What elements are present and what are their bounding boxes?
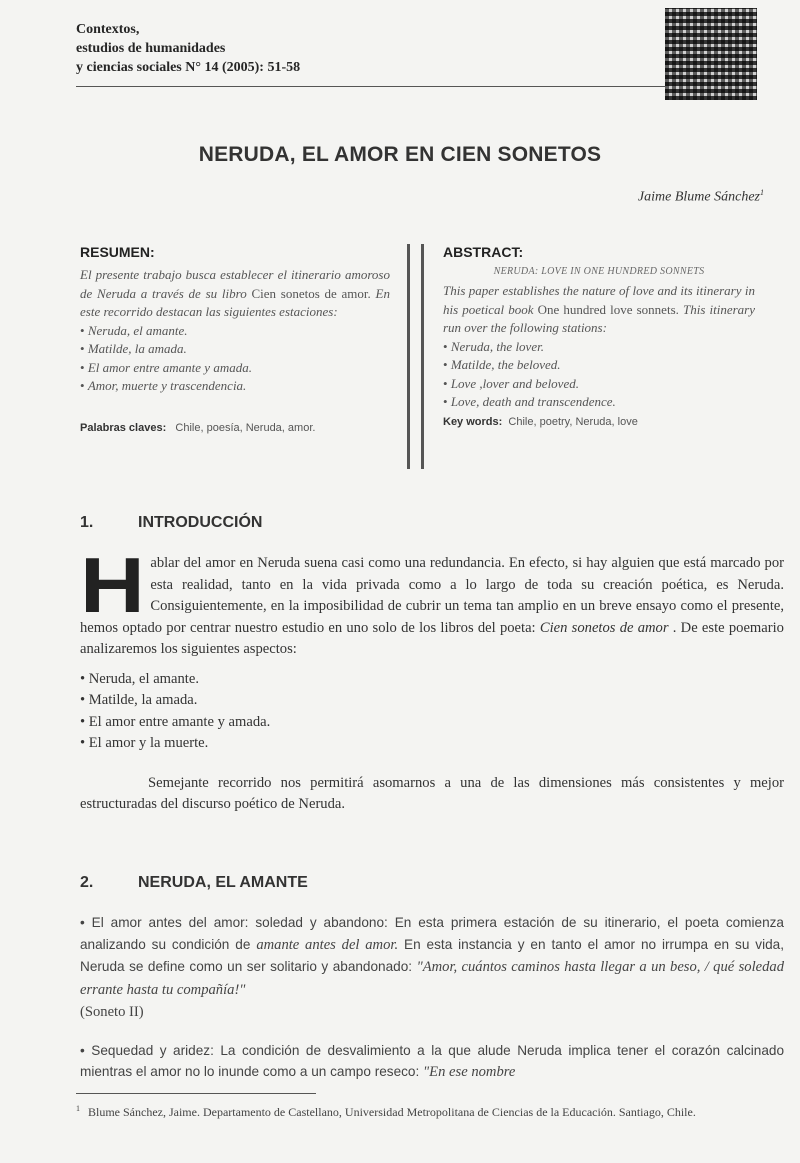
- footnote-mark: 1: [76, 1104, 80, 1113]
- section-2-heading: [80, 874, 308, 892]
- abstract-subtitle: NERUDA: LOVE IN ONE HUNDRED SONNETS: [493, 266, 705, 277]
- resumen-list-item: • Matilde, la amada.: [80, 340, 390, 359]
- sonnet-citation: (Soneto II): [80, 1004, 144, 1020]
- emphasis: amante antes del amor.: [256, 936, 399, 953]
- column-divider-left: [407, 244, 410, 469]
- footnote-rule: [76, 1093, 316, 1094]
- section-1-heading: [80, 514, 262, 532]
- section-number: 1.: [80, 514, 94, 531]
- author-name: Jaime Blume Sánchez: [637, 189, 760, 205]
- intro-text: ablar del amor en Neruda suena casi como una redundancia. En efecto, si hay alguien que está marcado por esta realidad, tanto en la vida privada como a lo largo de toda su creación poética, es Neruda. Consiguientemente, en la imposibilidad de cubrir un tema tan amplio en un breve ensayo como el presente, hemos optado por centrar nuestro estudio en uno solo de los libros del poeta:: [80, 555, 784, 636]
- journal-subtitle: estudios de humanidades: [76, 41, 226, 56]
- intro-paragraph: [80, 541, 784, 661]
- section-title: INTRODUCCIÓN: [138, 514, 263, 531]
- aspects-list-item: • El amor entre amante y amada.: [80, 712, 784, 734]
- resumen-list-item: • Amor, muerte y trascendencia.: [80, 377, 390, 396]
- abstract-list-item: • Neruda, the lover.: [443, 338, 755, 357]
- section-1-body: [80, 541, 784, 816]
- abstract-list-item: • Love, death and transcendence.: [443, 393, 755, 412]
- aspects-list: [80, 669, 784, 755]
- abstract-text-part: This itinerary run over the following stations:: [443, 301, 755, 335]
- drop-cap: H: [80, 541, 145, 629]
- aspects-list-item: • El amor y la muerte.: [80, 733, 784, 755]
- abstract-book-title: One hundred love sonnets.: [537, 301, 679, 317]
- resumen-keywords: [80, 422, 390, 434]
- paragraph-text: • El amor antes del amor: soledad y abandono: En esta primera estación de su itinerario, el poeta comienza analizando su condición de: [80, 915, 784, 952]
- journal-header: [76, 20, 300, 77]
- column-divider-right: [421, 244, 424, 469]
- abstract-column: [443, 244, 755, 428]
- paragraph-text: • Sequedad y aridez: La condición de desvalimiento a la que alude Neruda implica tener el corazón calcinado mientras el amor no lo inunde como a un campo reseco:: [80, 1042, 784, 1079]
- keywords-value: Chile, poesía, Neruda, amor.: [175, 421, 316, 434]
- abstract-list-item: • Love ,lover and beloved.: [443, 375, 755, 394]
- qr-code-pattern: [665, 8, 757, 100]
- resumen-book-title: Cien sonetos de amor.: [251, 285, 371, 301]
- keywords-value: Chile, poetry, Neruda, love: [508, 415, 638, 428]
- book-title: Cien sonetos de amor: [539, 619, 669, 636]
- abstract-text: [443, 282, 755, 338]
- journal-issue: y ciencias sociales N° 14 (2005): 51-58: [76, 60, 301, 75]
- abstract-keywords: [443, 416, 755, 428]
- paragraph-soledad: [80, 912, 784, 1024]
- paragraph-text: En esta instancia y en tanto el amor no irrumpa en su vida, Neruda se define como un ser solitario y abandonado:: [80, 936, 784, 974]
- resumen-list-item: • El amor entre amante y amada.: [80, 359, 390, 378]
- article-author: [638, 188, 764, 206]
- author-footnote-mark: 1: [760, 188, 764, 197]
- keywords-label: Key words:: [443, 415, 503, 428]
- resumen-heading: RESUMEN:: [80, 244, 155, 260]
- section-title: NERUDA, EL AMANTE: [138, 874, 308, 891]
- resumen-text: [80, 266, 390, 322]
- abstract-heading: ABSTRACT:: [443, 244, 524, 260]
- abstract-text-part: This paper establishes the nature of love and its itinerary in his poetical book: [443, 283, 755, 317]
- resumen-text-part: El presente trabajo busca establecer el itinerario amoroso de Neruda a través de su libro: [80, 267, 390, 301]
- sonnet-quote: "Amor, cuántos caminos hasta llegar a un beso, / qué soledad errante hasta tu compañía!": [80, 959, 784, 998]
- resumen-column: [80, 244, 390, 434]
- resumen-list: [80, 322, 390, 396]
- resumen-list-item: • Neruda, el amante.: [80, 322, 390, 341]
- footnote-text: Blume Sánchez, Jaime. Departamento de Castellano, Universidad Metropolitana de Ciencias de la Educación. Santiago, Chile.: [88, 1105, 696, 1119]
- keywords-label: Palabras claves:: [80, 421, 167, 434]
- journal-name: Contextos,: [76, 22, 140, 37]
- aspects-list-item: • Neruda, el amante.: [80, 669, 784, 691]
- abstract-list-item: • Matilde, the beloved.: [443, 356, 755, 375]
- article-title: NERUDA, EL AMOR EN CIEN SONETOS: [198, 143, 602, 166]
- aspects-list-item: • Matilde, la amada.: [80, 690, 784, 712]
- paragraph-sequedad: [80, 1040, 784, 1084]
- intro-text: . De este poemario analizaremos los siguientes aspectos:: [80, 619, 784, 657]
- closing-paragraph: Semejante recorrido nos permitirá asomarnos a una de las dimensiones más consistentes y mejor estructuradas del discurso poético de Neruda.: [80, 774, 784, 812]
- resumen-text-part: En este recorrido destacan las siguientes estaciones:: [80, 285, 390, 319]
- section-2-body: [80, 912, 784, 1084]
- abstract-list: [443, 338, 755, 412]
- section-number: 2.: [80, 874, 94, 891]
- footnote: [76, 1100, 786, 1121]
- sonnet-quote: "En ese nombre: [423, 1064, 516, 1080]
- header-rule: [76, 86, 670, 87]
